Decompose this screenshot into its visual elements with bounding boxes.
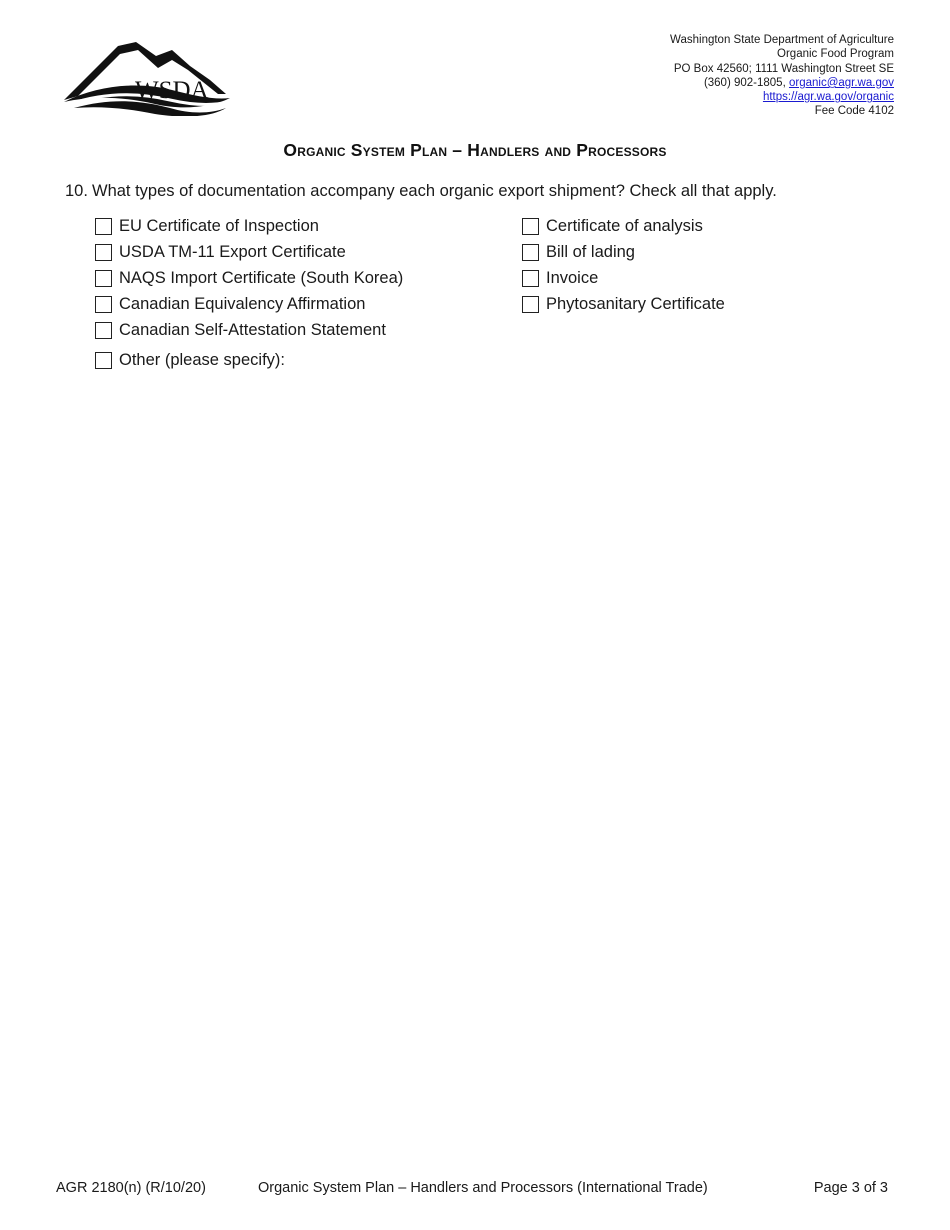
option-canadian-self-attestation[interactable] bbox=[95, 317, 403, 343]
options-right-column bbox=[522, 213, 725, 317]
option-label: Canadian Equivalency Affirmation bbox=[119, 294, 366, 313]
page-title: Organic System Plan – Handlers and Processors bbox=[283, 140, 667, 160]
option-label: Other (please specify): bbox=[119, 350, 285, 369]
checkbox[interactable] bbox=[95, 270, 112, 287]
option-bill-of-lading[interactable] bbox=[522, 239, 725, 265]
option-canadian-equivalency[interactable] bbox=[95, 291, 403, 317]
option-label: Invoice bbox=[546, 268, 599, 287]
question-text: What types of documentation accompany each organic export shipment? Check all that apply. bbox=[92, 182, 777, 200]
wsda-logo bbox=[60, 38, 232, 116]
checkbox[interactable] bbox=[95, 352, 112, 369]
question-number: 10. bbox=[65, 182, 88, 200]
option-other-row[interactable] bbox=[95, 347, 285, 373]
agency-name: Washington State Department of Agriculture bbox=[670, 34, 894, 46]
agency-contact-block bbox=[670, 33, 894, 119]
checkbox[interactable] bbox=[95, 296, 112, 313]
option-invoice[interactable] bbox=[522, 265, 725, 291]
question-10 bbox=[65, 182, 777, 201]
checkbox[interactable] bbox=[95, 322, 112, 339]
option-label: NAQS Import Certificate (South Korea) bbox=[119, 268, 404, 287]
option-label: Phytosanitary Certificate bbox=[546, 294, 725, 313]
option-usda-tm11[interactable] bbox=[95, 239, 403, 265]
footer-form-id: AGR 2180(n) (R/10/20) bbox=[56, 1180, 206, 1196]
option-certificate-of-analysis[interactable] bbox=[522, 213, 725, 239]
logo-text: WSDA bbox=[135, 77, 209, 104]
website-line bbox=[670, 90, 894, 104]
footer-form-title: Organic System Plan – Handlers and Processors (International Trade) bbox=[258, 1180, 708, 1196]
option-label: Bill of lading bbox=[546, 242, 635, 261]
option-label: EU Certificate of Inspection bbox=[119, 216, 319, 235]
checkbox[interactable] bbox=[95, 244, 112, 261]
option-phytosanitary[interactable] bbox=[522, 291, 725, 317]
option-label: Canadian Self-Attestation Statement bbox=[119, 320, 386, 339]
option-eu-certificate[interactable] bbox=[95, 213, 403, 239]
program-name: Organic Food Program bbox=[777, 48, 894, 61]
checkbox[interactable] bbox=[95, 218, 112, 235]
option-label: Certificate of analysis bbox=[546, 216, 703, 235]
phone-number: (360) 902-1805, bbox=[703, 76, 786, 89]
option-other bbox=[95, 347, 285, 373]
option-label: USDA TM-11 Export Certificate bbox=[119, 242, 346, 261]
email-link[interactable]: organic@agr.wa.gov bbox=[788, 76, 894, 89]
mailing-address: PO Box 42560; 1111 Washington Street SE bbox=[673, 62, 894, 75]
checkbox[interactable] bbox=[522, 218, 539, 235]
website-link[interactable]: https://agr.wa.gov/organic bbox=[762, 91, 894, 104]
option-naqs-import[interactable] bbox=[95, 265, 403, 291]
contact-line bbox=[670, 76, 894, 90]
checkbox[interactable] bbox=[522, 296, 539, 313]
checkbox[interactable] bbox=[522, 244, 539, 261]
footer-page-number: Page 3 of 3 bbox=[813, 1180, 888, 1196]
fee-code: Fee Code 4102 bbox=[814, 105, 894, 118]
options-left-column bbox=[95, 213, 403, 343]
checkbox[interactable] bbox=[522, 270, 539, 287]
